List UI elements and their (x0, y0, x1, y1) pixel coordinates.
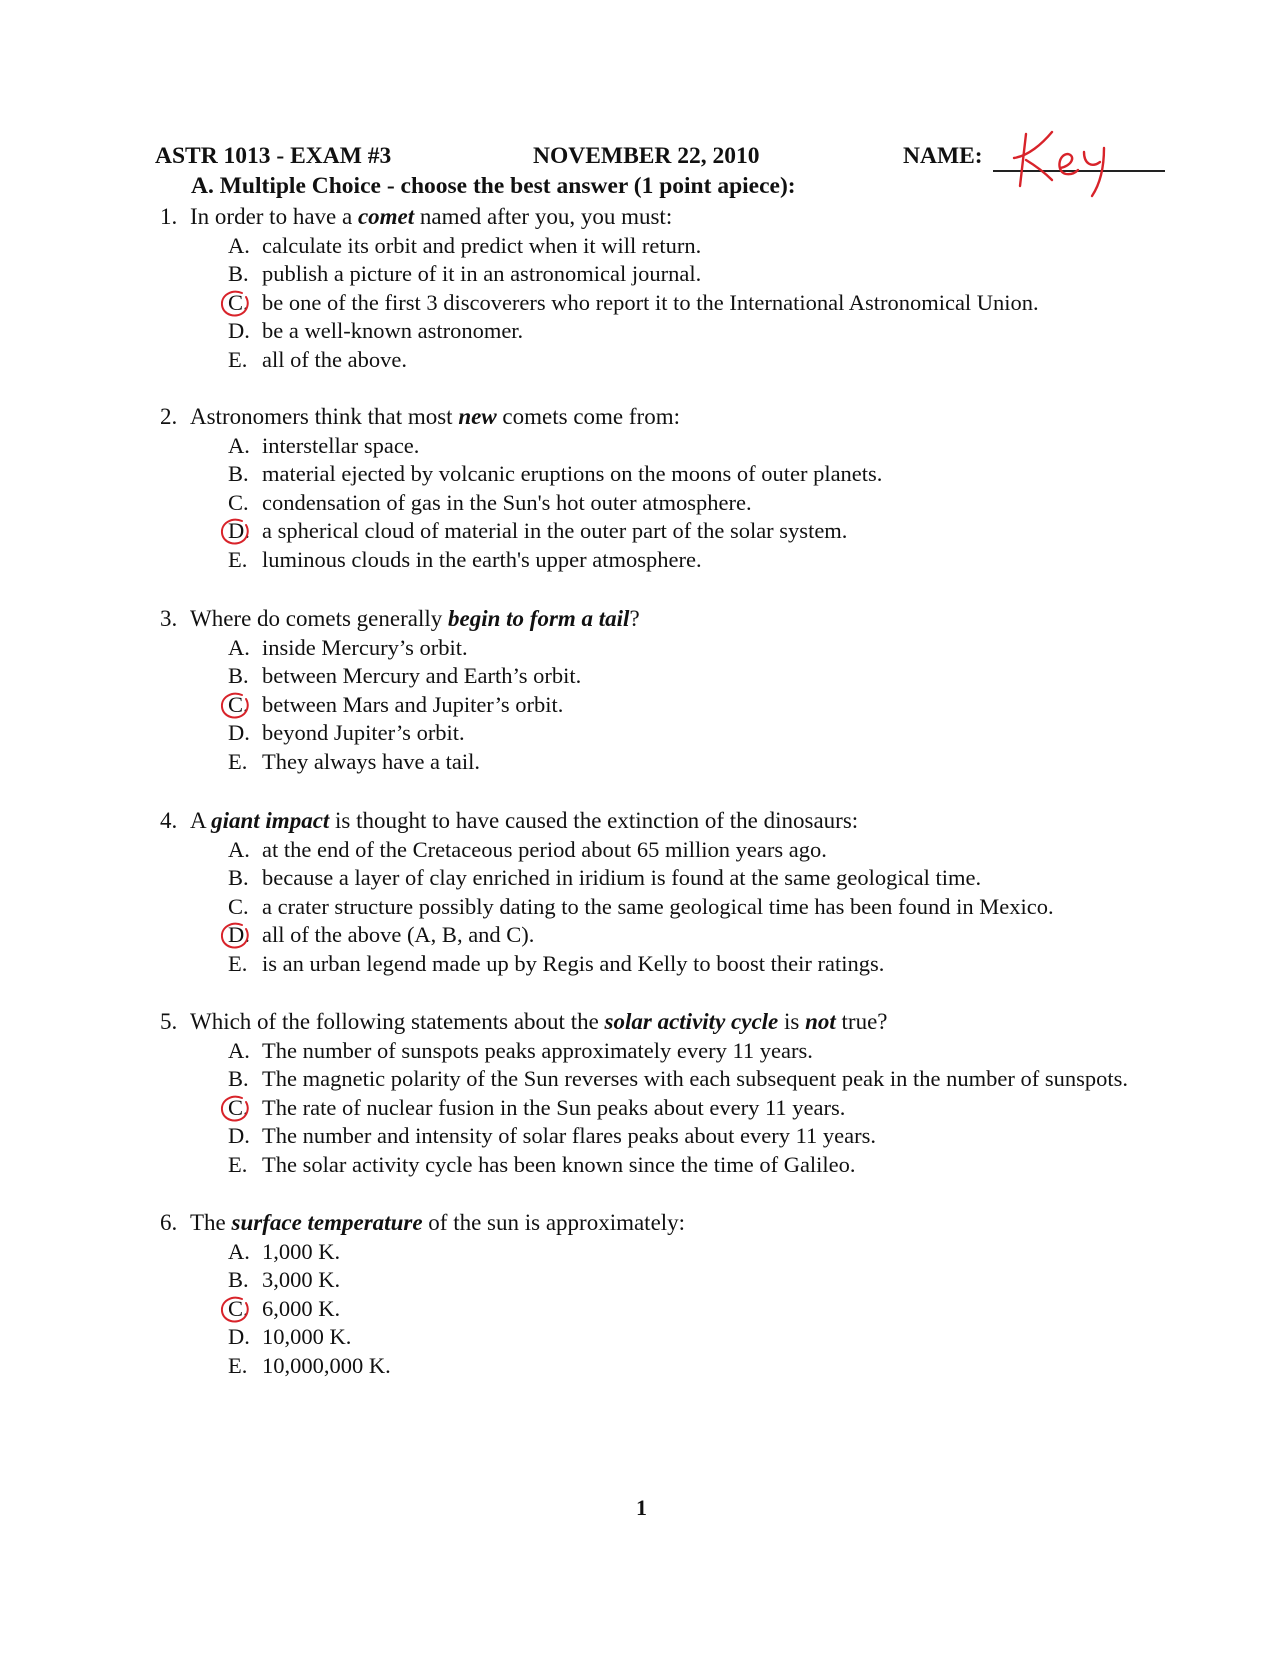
question-5-option (228, 1037, 813, 1065)
question-text-segment: begin to form a tail (448, 606, 630, 631)
question-6-prompt (160, 1209, 685, 1237)
option-letter: B. (228, 1066, 249, 1091)
option-letter: C. (228, 894, 249, 919)
name-handwritten-key (1012, 128, 1142, 198)
option-text: material ejected by volcanic eruptions on the moons of outer planets. (262, 461, 883, 486)
option-text: condensation of gas in the Sun's hot outer atmosphere. (262, 490, 752, 515)
question-text-segment: true? (835, 1009, 888, 1034)
question-2-option (228, 517, 847, 545)
option-text: The number of sunspots peaks approximately every 11 years. (262, 1038, 813, 1063)
question-text-segment: Which of the following statements about the (190, 1009, 605, 1034)
question-4-option (228, 921, 534, 949)
page-number: 1 (636, 1495, 647, 1520)
option-letter: A. (228, 233, 250, 258)
option-text: publish a picture of it in an astronomical journal. (262, 261, 702, 286)
answer-circle-mark (218, 920, 252, 952)
option-letter: D. (228, 720, 250, 745)
option-letter: D. (228, 922, 250, 947)
option-text: 3,000 K. (262, 1267, 341, 1292)
question-text-segment: solar activity cycle (604, 1009, 779, 1034)
question-4-prompt (160, 807, 858, 835)
question-3-prompt (160, 605, 640, 633)
question-1-option (228, 232, 701, 260)
option-letter: E. (228, 749, 248, 774)
option-letter: E. (228, 547, 248, 572)
question-number: 1. (160, 204, 178, 229)
question-text-segment: named after you, you must: (414, 204, 673, 229)
option-letter: B. (228, 1267, 249, 1292)
question-number: 3. (160, 606, 178, 631)
answer-circle-mark (218, 288, 252, 320)
option-text: all of the above (A, B, and C). (262, 922, 535, 947)
option-text: They always have a tail. (262, 749, 481, 774)
option-text: beyond Jupiter’s orbit. (262, 720, 465, 745)
question-6-option (228, 1266, 340, 1294)
answer-circle-mark (218, 690, 252, 722)
option-letter: D. (228, 518, 250, 543)
question-3-option (228, 662, 581, 690)
option-letter: A. (228, 1239, 250, 1264)
question-text-segment: comets come from: (496, 404, 680, 429)
option-text: between Mars and Jupiter’s orbit. (262, 692, 564, 717)
option-letter: C. (228, 1296, 249, 1321)
question-text-segment: comet (357, 204, 415, 229)
option-letter: D. (228, 318, 250, 343)
option-text: a spherical cloud of material in the outer part of the solar system. (262, 518, 848, 543)
question-4-option (228, 950, 884, 978)
option-text: The solar activity cycle has been known since the time of Galileo. (262, 1152, 856, 1177)
question-number: 6. (160, 1210, 178, 1235)
option-text: between Mercury and Earth’s orbit. (262, 663, 582, 688)
option-text: calculate its orbit and predict when it will return. (262, 233, 702, 258)
option-text: is an urban legend made up by Regis and Kelly to boost their ratings. (262, 951, 885, 976)
option-text: luminous clouds in the earth's upper atmosphere. (262, 547, 702, 572)
option-text: 10,000,000 K. (262, 1353, 391, 1378)
option-letter: B. (228, 261, 249, 286)
question-text-segment: is (778, 1009, 806, 1034)
question-5-option (228, 1094, 845, 1122)
option-letter: C. (228, 490, 249, 515)
option-letter: E. (228, 1353, 248, 1378)
question-5-option (228, 1065, 1128, 1093)
question-5-option (228, 1151, 856, 1179)
option-letter: A. (228, 1038, 250, 1063)
option-text: all of the above. (262, 347, 407, 372)
question-1-option (228, 346, 407, 374)
question-1-option (228, 317, 523, 345)
option-text: at the end of the Cretaceous period about 65 million years ago. (262, 837, 827, 862)
answer-circle-mark (218, 516, 252, 548)
question-number: 5. (160, 1009, 178, 1034)
option-text: 10,000 K. (262, 1324, 352, 1349)
question-6-option (228, 1352, 391, 1380)
option-letter: D. (228, 1123, 250, 1148)
question-3-option (228, 719, 465, 747)
question-4-option (228, 893, 1054, 921)
answer-circle-mark (218, 1294, 252, 1326)
option-letter: B. (228, 461, 249, 486)
question-text-segment: of the sun is approximately: (422, 1210, 686, 1235)
question-text-segment: ? (629, 606, 640, 631)
option-text: The rate of nuclear fusion in the Sun peaks about every 11 years. (262, 1095, 846, 1120)
option-text: a crater structure possibly dating to the same geological time has been found in Mexico. (262, 894, 1054, 919)
option-letter: E. (228, 347, 248, 372)
question-2-prompt (160, 403, 680, 431)
option-text: be one of the first 3 discoverers who report it to the International Astronomical Union. (262, 290, 1039, 315)
question-1-prompt (160, 203, 672, 231)
option-letter: D. (228, 1324, 250, 1349)
option-text: interstellar space. (262, 433, 420, 458)
question-4-option (228, 864, 981, 892)
question-text-segment: Where do comets generally (190, 606, 448, 631)
option-text: inside Mercury’s orbit. (262, 635, 468, 660)
question-3-option (228, 634, 468, 662)
option-letter: C. (228, 1095, 249, 1120)
question-text-segment: In order to have a (190, 204, 358, 229)
option-letter: C. (228, 290, 249, 315)
question-2-option (228, 432, 419, 460)
question-text-segment: new (458, 404, 497, 429)
question-3-option (228, 748, 480, 776)
section-title: A. Multiple Choice - choose the best answer (1 point apiece): (191, 173, 796, 199)
option-letter: E. (228, 951, 248, 976)
option-text: be a well-known astronomer. (262, 318, 524, 343)
question-number: 4. (160, 808, 178, 833)
question-text-segment: not (805, 1009, 836, 1034)
question-6-option (228, 1323, 351, 1351)
question-2-option (228, 460, 882, 488)
option-text: The number and intensity of solar flares peaks about every 11 years. (262, 1123, 876, 1148)
option-letter: C. (228, 692, 249, 717)
question-6-option (228, 1238, 340, 1266)
option-text: 1,000 K. (262, 1239, 341, 1264)
option-letter: E. (228, 1152, 248, 1177)
exam-date: NOVEMBER 22, 2010 (533, 143, 760, 169)
option-letter: A. (228, 635, 250, 660)
question-1-option (228, 260, 701, 288)
question-number: 2. (160, 404, 178, 429)
question-4-option (228, 836, 827, 864)
question-3-option (228, 691, 563, 719)
option-letter: A. (228, 837, 250, 862)
option-letter: B. (228, 865, 249, 890)
course-title: ASTR 1013 - EXAM #3 (155, 143, 392, 169)
question-2-option (228, 546, 702, 574)
question-2-option (228, 489, 752, 517)
question-text-segment: Astronomers think that most (190, 404, 459, 429)
option-text: because a layer of clay enriched in iridium is found at the same geological time. (262, 865, 982, 890)
question-5-prompt (160, 1008, 888, 1036)
option-text: The magnetic polarity of the Sun reverses with each subsequent peak in the number of sunspots. (262, 1066, 1129, 1091)
option-text: 6,000 K. (262, 1296, 341, 1321)
question-5-option (228, 1122, 876, 1150)
option-letter: B. (228, 663, 249, 688)
name-label: NAME: (903, 143, 983, 169)
option-letter: A. (228, 433, 250, 458)
answer-circle-mark (218, 1093, 252, 1125)
question-text-segment: The (190, 1210, 232, 1235)
question-text-segment: A (190, 808, 212, 833)
question-text-segment: giant impact (211, 808, 330, 833)
question-text-segment: is thought to have caused the extinction of the dinosaurs: (329, 808, 859, 833)
question-text-segment: surface temperature (231, 1210, 423, 1235)
question-1-option (228, 289, 1039, 317)
